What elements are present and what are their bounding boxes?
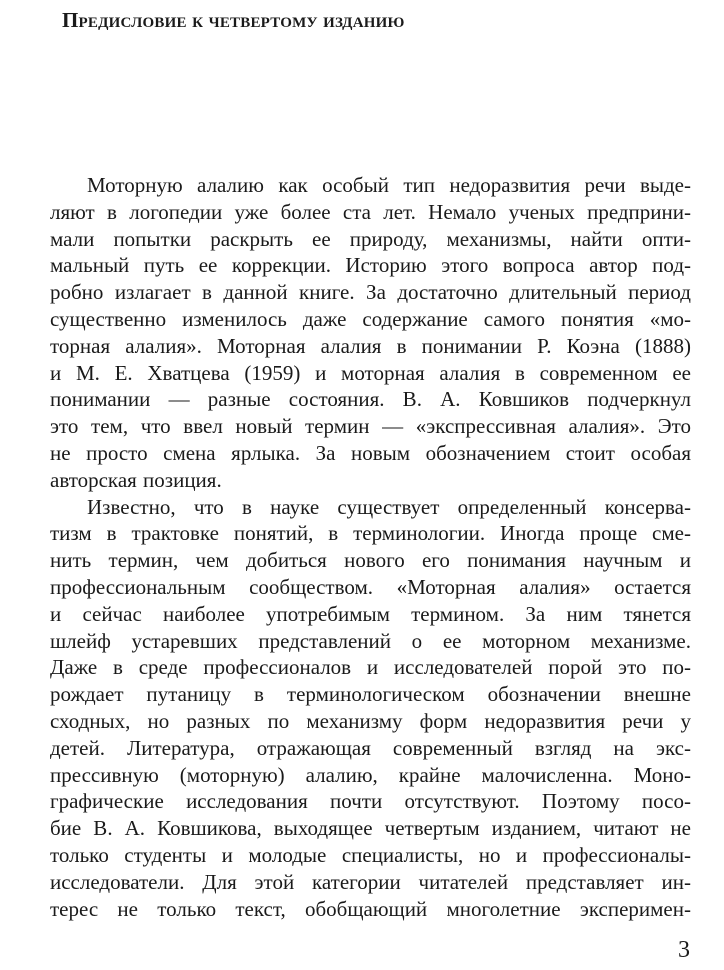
text-line: авторская позиция.: [50, 467, 222, 492]
text-line: это тем, что ввел новый термин — «экспрессивная алалия». Это: [50, 414, 691, 439]
text-line: сходных, но разных по механизму форм недоразвития речи у: [50, 708, 691, 733]
text-line: тизм в трактовке понятий, в терминологии. Иногда проще сме-: [50, 521, 691, 546]
text-line: существенно изменилось даже содержание самого понятия «мо-: [50, 306, 691, 331]
text-line: мальный путь ее коррекции. Историю этого вопроса автор под-: [50, 253, 691, 278]
text-line: профессиональным сообществом. «Моторная алалия» остается: [50, 574, 691, 599]
text-line: шлейф устаревших представлений о ее моторном механизме.: [50, 628, 691, 653]
text-line: графические исследования почти отсутствуют. Поэтому посо-: [50, 789, 691, 814]
text-line: и сейчас наиболее употребимым термином. За ним тянется: [50, 601, 691, 626]
text-line: рождает путаницу в терминологическом обозначении внешне: [50, 682, 691, 707]
page-heading: Предисловие к четвертому изданию: [62, 8, 405, 32]
text-line: торная алалия». Моторная алалия в понимании Р. Коэна (1888): [50, 333, 691, 358]
paragraph: [50, 494, 691, 923]
text-line: не просто смена ярлыка. За новым обозначением стоит особая: [50, 440, 691, 465]
text-line: мали попытки раскрыть ее природу, механизмы, найти опти-: [50, 226, 691, 251]
text-line: Моторную алалию как особый тип недоразвития речи выде-: [87, 173, 691, 197]
text-line: бие В. А. Ковшикова, выходящее четвертым изданием, читают не: [50, 816, 691, 841]
text-line: ляют в логопедии уже более ста лет. Немало ученых предприни-: [50, 199, 691, 224]
text-line: и М. Е. Хватцева (1959) и моторная алалия в современном ее: [50, 360, 691, 385]
text-line: детей. Литература, отражающая современный взгляд на экс-: [50, 735, 691, 760]
text-line: только студенты и молодые специалисты, но и профессионалы-: [50, 842, 691, 867]
text-line: терес не только текст, обобщающий многолетние эксперимен-: [50, 896, 691, 921]
text-line: исследователи. Для этой категории читателей представляет ин-: [50, 869, 691, 894]
text-line: Известно, что в науке существует определенный консерва-: [87, 494, 691, 519]
text-line: прессивную (моторную) алалию, крайне малочисленна. Моно-: [50, 762, 691, 787]
body-text: [50, 172, 691, 922]
text-line: понимании — разные состояния. В. А. Ковшиков подчеркнул: [50, 387, 691, 412]
paragraph: [50, 172, 691, 494]
text-line: робно излагает в данной книге. За достаточно длительный период: [50, 280, 691, 305]
text-line: Даже в среде профессионалов и исследователей порой это по-: [50, 655, 691, 680]
text-line: нить термин, чем добиться нового его понимания научным и: [50, 548, 691, 573]
page-number: 3: [678, 937, 690, 963]
